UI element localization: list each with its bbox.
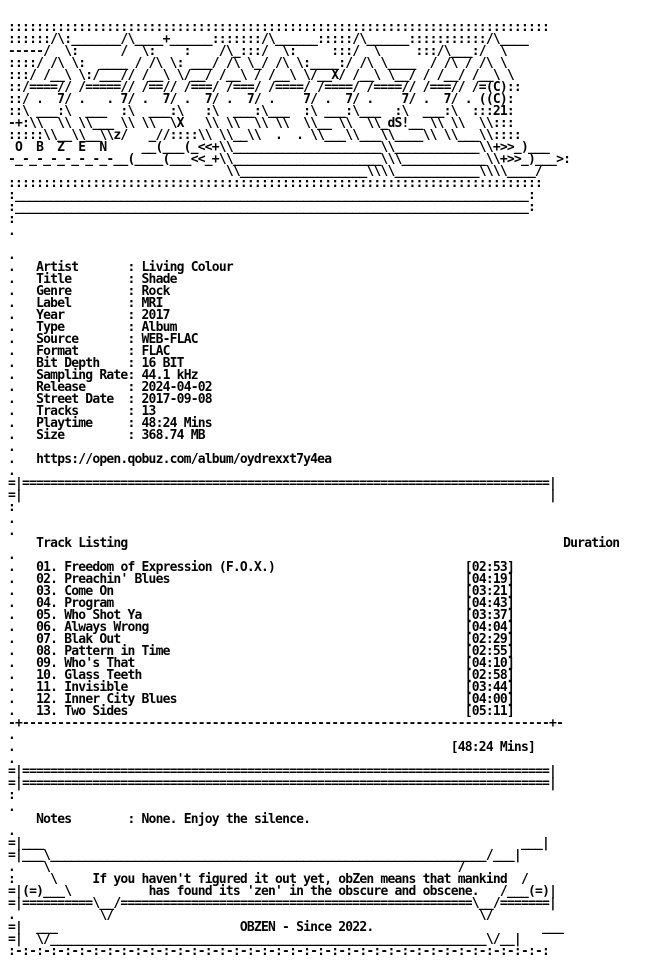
album-url-line [8,454,619,466]
info-label: Year [36,308,128,323]
track-duration: [02:55] [464,644,514,659]
info-sep: : [127,428,142,443]
notes-value: None. Enjoy the silence. [141,812,311,827]
track-duration: [04:00] [464,692,514,707]
pad: : \ [8,872,93,887]
ascii-banner [8,22,619,178]
info-sep: : [127,368,142,383]
track-number: 02. [36,572,58,587]
pad: =| ___ [8,920,240,935]
track-number: 11. [36,680,58,695]
gutter: . [8,572,37,587]
left-ornament: (=) [22,884,44,899]
track-listing-heading: Track Listing [36,536,128,551]
track-title: Blak Out [64,632,121,647]
spacer: : [8,500,16,515]
track-duration: [05:11] [464,704,514,719]
gutter: . [8,428,37,443]
spacer: . [8,248,16,263]
banner-line: ::::/ /\ \: ____ / /\ \: ___/ /\ \_/ /\ \:____:/ /\ \____ / /\ / /\ \ [8,56,521,71]
info-label: Title [36,272,128,287]
track-title: Two Sides [64,704,128,719]
track-title: Come On [64,584,114,599]
spacer: . [8,524,16,539]
footer-frame: . \/ \/ [8,908,550,923]
track-duration: [02:29] [464,632,514,647]
info-value: Living Colour [141,260,233,275]
info-label: Type [36,320,128,335]
banner-line: ::/ . 7/ . . 7/ . 7/ . 7/ . 7/ . 7/ . 7/ . 7/ . 7/ . ((C): [8,92,514,107]
info-sep: : [127,356,142,371]
release-info [8,262,619,442]
pad: ___\ [43,884,149,899]
pad: ___ [373,920,564,935]
track-number: 08. [36,644,58,659]
track-number: 05. [36,608,58,623]
track-title: Always Wrong [64,620,149,635]
track-title: Glass Teeth [64,668,142,683]
gutter: . [8,284,37,299]
track-number: 04. [36,596,58,611]
info-label: Source [36,332,128,347]
notes-label: Notes [36,812,72,827]
footer-frame: . \ / [8,860,500,875]
info-sep: : [127,308,142,323]
gutter: . [8,668,37,683]
spacer: . [8,728,16,743]
gutter: . [8,644,37,659]
banner-line: ::::::::::::::::::::::::::::::::::::::::::::::::::::::::::::::::::::::::::::: [8,20,550,35]
gutter: . [8,392,37,407]
track-duration: [04:04] [464,620,514,635]
spacer: . [8,752,16,767]
gutter: . [8,296,37,311]
track-number: 09. [36,656,58,671]
info-sep: : [127,320,142,335]
info-sep: : [127,272,142,287]
gutter: . [8,320,37,335]
track-list [8,562,619,718]
info-label: Release [36,380,128,395]
gutter: . [8,680,37,695]
info-label: Label [36,296,128,311]
spacer: . [8,440,16,455]
info-sep: : [127,296,142,311]
info-label: Genre [36,284,128,299]
gutter: . [8,356,37,371]
gutter: . [8,608,37,623]
info-value: 2017 [141,308,170,323]
info-label: Tracks [36,404,128,419]
footer-frame: =| \/______________________________________________________________\/__| [8,932,521,947]
section-divider: =|===========================================================================| [8,776,557,791]
divider-line: :_________________________________________________________________________: [8,200,536,215]
footer-frame: :-:-:-:-:-:-:-:-:-:-:-:-:-:-:-:-:-:-:-:-:-:-:-:-:-:-:-:-:-:-:-:-:-:-:-:-:-:-: [8,944,550,959]
footer-frame: =|==========\__/==================================================\__/=======| [8,896,557,911]
track-duration: [02:58] [464,668,514,683]
banner-line: O B Z E N __(___(_<<+\\_____________________\\____________\\+>>_)___ [8,140,550,155]
track-number: 12. [36,692,58,707]
pad [71,812,127,827]
spacer: : [8,212,16,227]
spacer: . [8,464,16,479]
track-title: Freedom of Expression (F.O.X.) [64,560,276,575]
total-row [8,742,619,754]
spacer: : [8,788,16,803]
info-value: WEB-FLAC [141,332,198,347]
section-divider: -+---------------------------------------------------------------------------+- [8,716,564,731]
banner-line: ::\ ___:\ ___ :\ ___:\ :\ ___:\___ :\ ___:\___ :\ ___:\ :::21: [8,104,514,119]
url-gutter: . [8,452,37,467]
track-title: Invisible [64,680,128,695]
duration-heading: Duration [563,536,620,551]
track-number: 03. [36,584,58,599]
info-value: 2024-04-02 [141,380,212,395]
footer-frame: =|___ ___| [8,836,550,851]
info-value: Rock [141,284,170,299]
info-sep: : [127,404,142,419]
info-label: Artist [36,260,128,275]
track-number: 10. [36,668,58,683]
info-value: MRI [141,296,163,311]
track-duration: [04:19] [464,572,514,587]
gutter: . [8,596,37,611]
info-value: 2017-09-08 [141,392,212,407]
info-sep: : [127,344,142,359]
info-value: 368.74 MB [141,428,205,443]
gutter: . [8,272,37,287]
gutter: . [8,656,37,671]
info-value: 13 [141,404,156,419]
info-value: Shade [141,272,177,287]
spacer: . [8,548,16,563]
info-row [8,430,619,442]
track-duration: [03:44] [464,680,514,695]
track-duration: [04:43] [464,596,514,611]
gutter: . [8,344,37,359]
track-number: 01. [36,560,58,575]
pad: | [549,884,557,899]
total-duration: [48:24 Mins] [450,740,536,755]
banner-line: -_-_-_-_-_-_-_-__(____(___<<_+\\_____________________\\\____________\\+>>_)___>: [8,152,571,167]
pad: / [506,872,528,887]
pad: . [8,740,451,755]
track-duration: [03:21] [464,584,514,599]
track-duration: [03:37] [464,608,514,623]
info-sep: : [127,332,142,347]
info-value: Album [141,320,177,335]
track-title: Who's That [64,656,135,671]
footer-quote-line-1: If you haven't figured it out yet, obZen means that mankind [92,872,507,887]
info-label: Bit Depth [36,356,128,371]
track-number: 07. [36,632,58,647]
gutter: . [8,260,37,275]
track-duration: [02:53] [464,560,514,575]
footer-quote-line-2: has found its 'zen' in the obscure and obscene. [148,884,479,899]
gutter: . [8,632,37,647]
spacer [8,238,619,250]
top-divider [8,178,619,214]
info-label: Sampling Rate [36,368,128,383]
spacer: . [8,824,16,839]
spacer: . [8,512,16,527]
pad: =| [8,884,23,899]
info-label: Format [36,344,128,359]
right-ornament: (=) [528,884,550,899]
gutter: . [8,404,37,419]
gutter: . [8,584,37,599]
info-label: Size [36,428,128,443]
track-header-row [8,538,619,550]
info-value: 44.1 kHz [141,368,198,383]
nfo-document [8,22,619,958]
section-divider: =| | [8,488,557,503]
album-url[interactable]: https://open.qobuz.com/album/oydrexxt7y4ea [36,452,332,467]
info-sep: : [127,260,142,275]
info-value: FLAC [141,344,170,359]
track-title: Preachin' Blues [64,572,170,587]
banner-line: \\__________________\\\\____________\\\\____/ [8,164,564,179]
gutter: . [8,704,37,719]
info-value: 16 BIT [141,356,184,371]
banner-line: -+:\\ \\ \\___ \\ \\ \X \\ \\ \\ \\ \\__ \\ \\_dS!__ \\ \\ \\::: [8,116,514,131]
spacer: . [8,224,16,239]
track-duration: [04:10] [464,656,514,671]
gutter: . [8,308,37,323]
gutter: . [8,332,37,347]
info-sep: : [127,380,142,395]
gutter: . [8,692,37,707]
spacer: . [8,800,16,815]
track-title: Program [64,596,114,611]
track-number: 06. [36,620,58,635]
notes-row [8,814,619,826]
track-title: Inner City Blues [64,692,177,707]
track-title: Pattern in Time [64,644,170,659]
notes-sep: : [127,812,142,827]
info-sep: : [127,392,142,407]
info-sep: : [127,284,142,299]
section-divider: =|===========================================================================| [8,764,557,779]
info-label: Playtime [36,416,128,431]
pad: /___ [478,884,529,899]
banner-line: ::::::/\:_______/\____+______:::::::/\______:::::/\______:::::::::::/\____ [8,32,528,47]
banner-line: :::/ /__\ \:/___// /__\ \/__/ /__\ / /__\ \/__X/ /__\ \__/ / /__/ /__\ \ [8,68,521,83]
info-value: 48:24 Mins [141,416,212,431]
banner-line: ::/====// /=====// /==// /===/ /===/ /====/ /====/ /====// /===// /=(C):: [8,80,521,95]
info-label: Street Date [36,392,128,407]
track-number: 13. [36,704,58,719]
gutter: . [8,368,37,383]
banner-line: :::::\\__\\__\\z/ _//::::\\ \\__\\ . . \\___\\___\\____\\ \\___\\:::: [8,128,521,143]
info-sep: : [127,416,142,431]
divider-line: :::::::::::::::::::::::::::::::::::::::::::::::::::::::::::::::::::::::::::: [8,176,543,191]
track-title: Who Shot Ya [64,608,142,623]
pad [127,536,563,551]
gutter: . [8,560,37,575]
divider-line: :_________________________________________________________________________: [8,188,536,203]
banner-line: -----/ \: / \: : /\_:::/ \: :::/ \ :::/\___:/ \ [8,44,528,59]
signature: OBZEN - Since 2022. [239,920,374,935]
gutter: . [8,380,37,395]
footer-frame: =|___\______________________________________________________________/___| [8,848,521,863]
gutter: . [8,416,37,431]
gutter: . [8,620,37,635]
section-divider: =|===========================================================================| [8,476,557,491]
